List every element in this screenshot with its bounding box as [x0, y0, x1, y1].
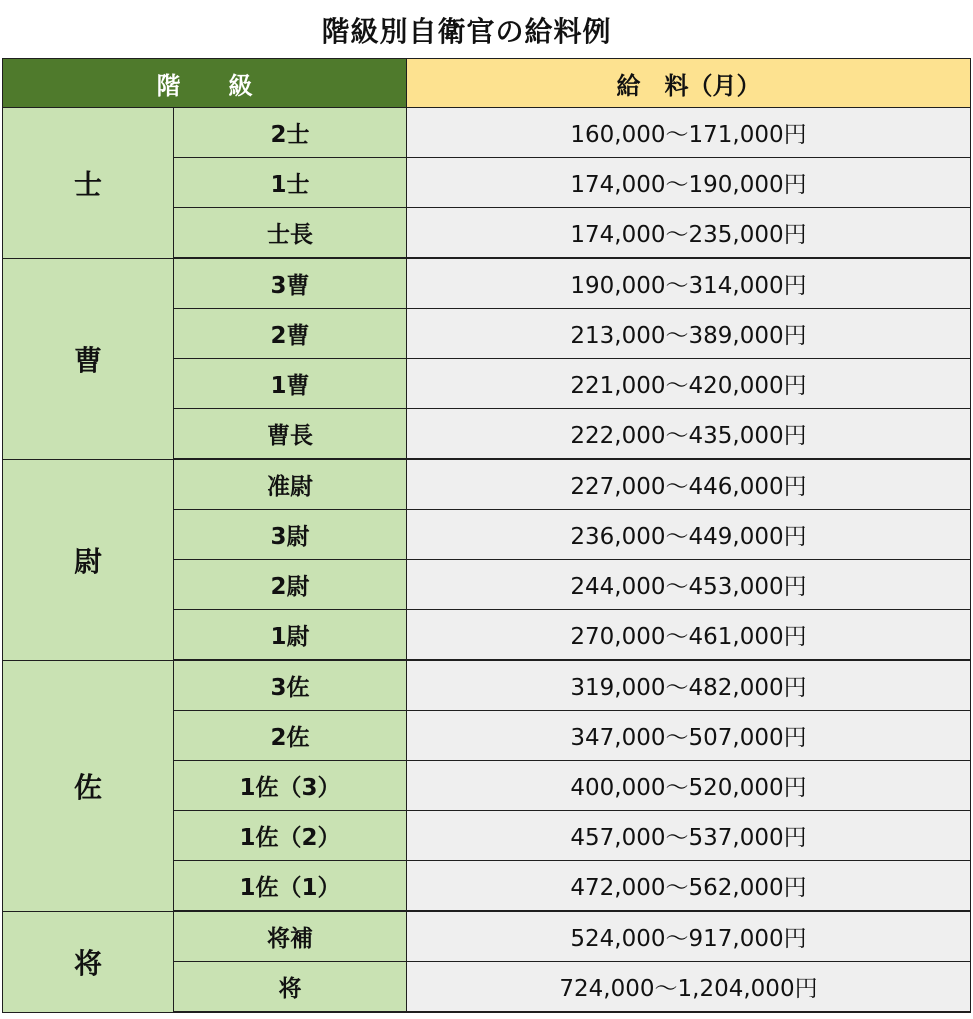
salary-cell: 319,000〜482,000円: [407, 660, 971, 711]
salary-cell: 236,000〜449,000円: [407, 510, 971, 560]
rank-cell: 1尉: [174, 610, 407, 661]
rank-cell: 将: [174, 962, 407, 1013]
rank-cell: 1士: [174, 158, 407, 208]
table-row: [3, 108, 971, 158]
table-row: [3, 660, 971, 711]
rank-group-cell: 曹: [3, 258, 174, 459]
rank-cell: 1佐（2）: [174, 811, 407, 861]
table-row: [3, 459, 971, 510]
rank-cell: 2曹: [174, 309, 407, 359]
table-row: [3, 258, 971, 309]
rank-column-header: 階 級: [3, 59, 407, 108]
salary-cell: 724,000〜1,204,000円: [407, 962, 971, 1013]
rank-cell: 3佐: [174, 660, 407, 711]
salary-cell: 270,000〜461,000円: [407, 610, 971, 661]
salary-cell: 222,000〜435,000円: [407, 409, 971, 460]
salary-cell: 347,000〜507,000円: [407, 711, 971, 761]
rank-group-cell: 士: [3, 108, 174, 259]
salary-cell: 472,000〜562,000円: [407, 861, 971, 912]
rank-cell: 3曹: [174, 258, 407, 309]
rank-cell: 1曹: [174, 359, 407, 409]
salary-column-header: 給 料（月）: [407, 59, 971, 108]
rank-cell: 2士: [174, 108, 407, 158]
rank-group-cell: 尉: [3, 459, 174, 660]
rank-cell: 1佐（1）: [174, 861, 407, 912]
salary-cell: 174,000〜190,000円: [407, 158, 971, 208]
rank-cell: 将補: [174, 911, 407, 962]
salary-cell: 227,000〜446,000円: [407, 459, 971, 510]
salary-cell: 190,000〜314,000円: [407, 258, 971, 309]
salary-cell: 160,000〜171,000円: [407, 108, 971, 158]
salary-cell: 221,000〜420,000円: [407, 359, 971, 409]
salary-cell: 213,000〜389,000円: [407, 309, 971, 359]
salary-table-body: [3, 59, 971, 1013]
page-title: 階級別自衛官の給料例: [321, 15, 612, 48]
table-header-row: [3, 59, 971, 108]
rank-group-cell: 佐: [3, 660, 174, 911]
rank-group-cell: 将: [3, 911, 174, 1012]
salary-cell: 244,000〜453,000円: [407, 560, 971, 610]
rank-cell: 1佐（3）: [174, 761, 407, 811]
salary-cell: 457,000〜537,000円: [407, 811, 971, 861]
rank-cell: 3尉: [174, 510, 407, 560]
salary-cell: 174,000〜235,000円: [407, 208, 971, 259]
rank-cell: 2尉: [174, 560, 407, 610]
rank-cell: 2佐: [174, 711, 407, 761]
salary-cell: 524,000〜917,000円: [407, 911, 971, 962]
rank-cell: 士長: [174, 208, 407, 259]
rank-cell: 准尉: [174, 459, 407, 510]
rank-cell: 曹長: [174, 409, 407, 460]
table-row: [3, 911, 971, 962]
salary-table: [2, 58, 971, 1013]
salary-cell: 400,000〜520,000円: [407, 761, 971, 811]
